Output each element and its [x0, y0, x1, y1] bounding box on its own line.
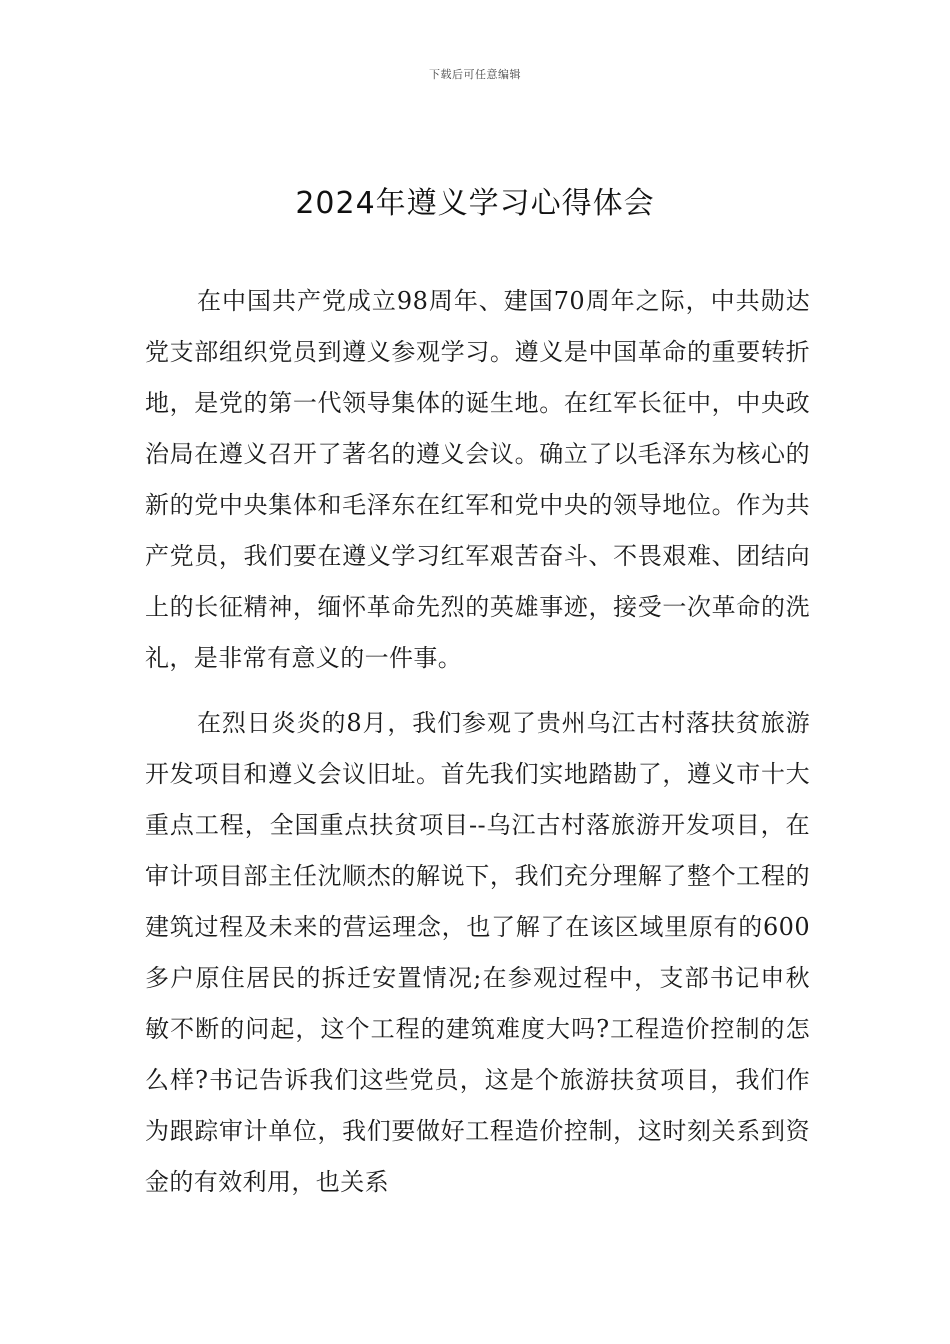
document-title: 2024年遵义学习心得体会	[295, 186, 655, 221]
paragraph-1: 在中国共产党成立98周年、建国70周年之际，中共勋达党支部组织党员到遵义参观学习。遵义是中国革命的重要转折地，是党的第一代领导集体的诞生地。在红军长征中，中央政治局在遵义召开了著名的遵义会议。确立了以毛泽东为核心的新的党中央集体和毛泽东在红军和党中央的领导地位。作为共产党员，我们要在遵义学习红军艰苦奋斗、不畏艰难、团结向上的长征精神，缅怀革命先烈的英雄事迹，接受一次革命的洗礼，是非常有意义的一件事。	[145, 287, 810, 672]
header-note: 下载后可任意编辑	[429, 68, 521, 81]
paragraph-2: 在烈日炎炎的8月，我们参观了贵州乌江古村落扶贫旅游开发项目和遵义会议旧址。首先我们实地踏勘了，遵义市十大重点工程，全国重点扶贫项目--乌江古村落旅游开发项目，在审计项目部主任沈顺杰的解说下，我们充分理解了整个工程的建筑过程及未来的营运理念，也了解了在该区域里原有的600多户原住居民的拆迁安置情况;在参观过程中，支部书记申秋敏不断的问起，这个工程的建筑难度大吗?工程造价控制的怎么样?书记告诉我们这些党员，这是个旅游扶贫项目，我们作为跟踪审计单位，我们要做好工程造价控制，这时刻关系到资金的有效利用，也关系	[145, 709, 810, 1196]
